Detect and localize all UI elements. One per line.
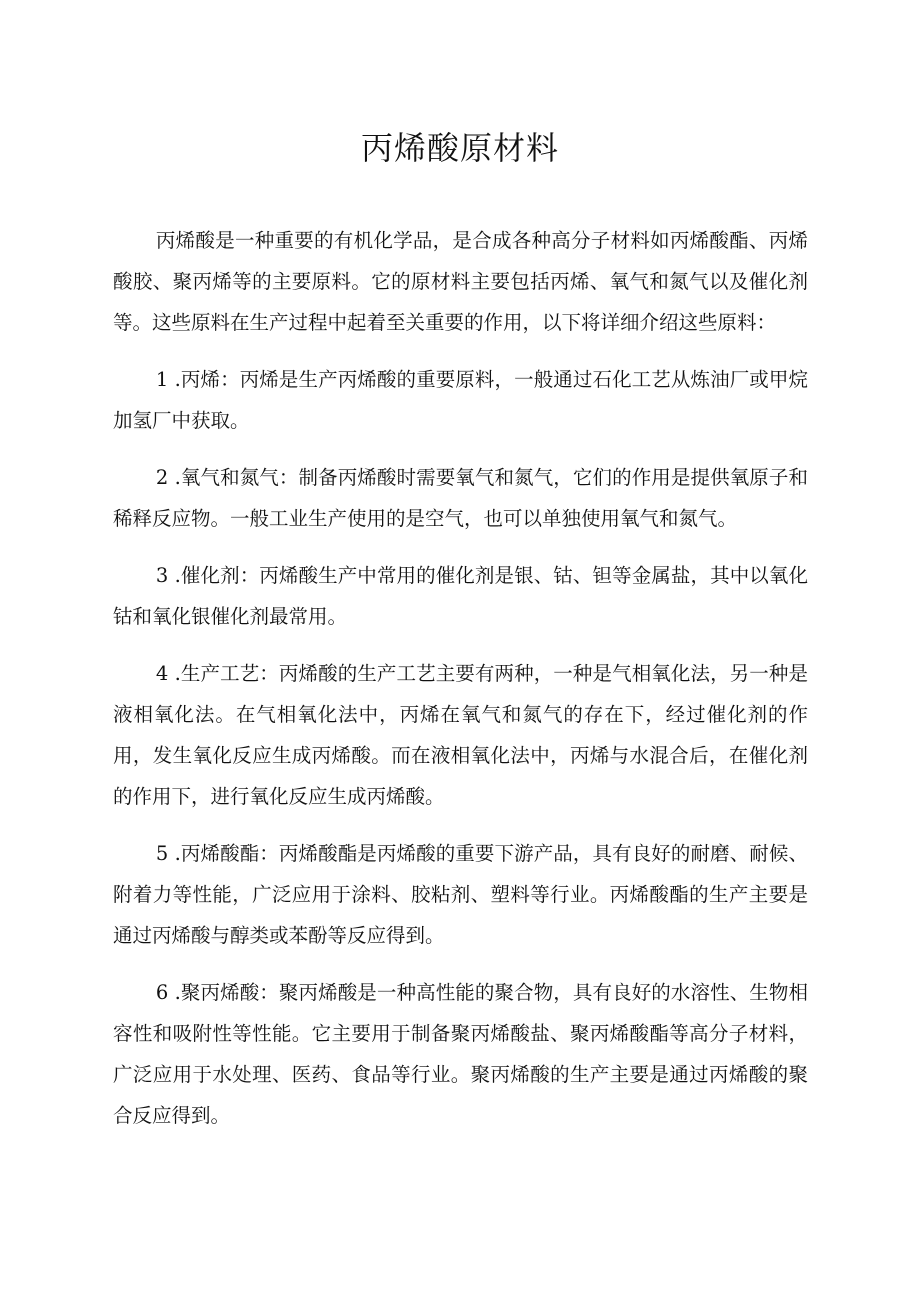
list-item-polyacrylic-acid: 6 .聚丙烯酸：聚丙烯酸是一种高性能的聚合物，具有良好的水溶性、生物相容性和吸附性等性能。它主要用于制备聚丙烯酸盐、聚丙烯酸酯等高分子材料，广泛应用于水处理、医药、食品等行业。聚丙烯酸的生产主要是通过丙烯酸的聚合反应得到。 [113, 981, 808, 1127]
list-item-propylene: 1 .丙烯：丙烯是生产丙烯酸的重要原料，一般通过石化工艺从炼油厂或甲烷加氢厂中获取。 [113, 368, 808, 432]
list-item-production-process: 4 .生产工艺：丙烯酸的生产工艺主要有两种，一种是气相氧化法，另一种是液相氧化法。在气相氧化法中，丙烯在氧气和氮气的存在下，经过催化剂的作用，发生氧化反应生成丙烯酸。而在液相氧化法中，丙烯与水混合后，在催化剂的作用下，进行氧化反应生成丙烯酸。 [113, 662, 808, 808]
list-item-catalyst: 3 .催化剂：丙烯酸生产中常用的催化剂是银、钴、钽等金属盐，其中以氧化钴和氧化银催化剂最常用。 [113, 564, 808, 628]
document-body [113, 220, 808, 1152]
page-title: 丙烯酸原材料 [360, 129, 559, 167]
intro-paragraph: 丙烯酸是一种重要的有机化学品，是合成各种高分子材料如丙烯酸酯、丙烯酸胶、聚丙烯等的主要原料。它的原材料主要包括丙烯、氧气和氮气以及催化剂等。这些原料在生产过程中起着至关重要的作用，以下将详细介绍这些原料： [113, 229, 808, 334]
list-item-oxygen-nitrogen: 2 .氧气和氮气：制备丙烯酸时需要氧气和氮气，它们的作用是提供氧原子和稀释反应物。一般工业生产使用的是空气，也可以单独使用氧气和氮气。 [113, 466, 808, 530]
list-item-acrylate: 5 .丙烯酸酯：丙烯酸酯是丙烯酸的重要下游产品，具有良好的耐磨、耐候、附着力等性能，广泛应用于涂料、胶粘剂、塑料等行业。丙烯酸酯的生产主要是通过丙烯酸与醇类或苯酚等反应得到。 [113, 842, 808, 947]
